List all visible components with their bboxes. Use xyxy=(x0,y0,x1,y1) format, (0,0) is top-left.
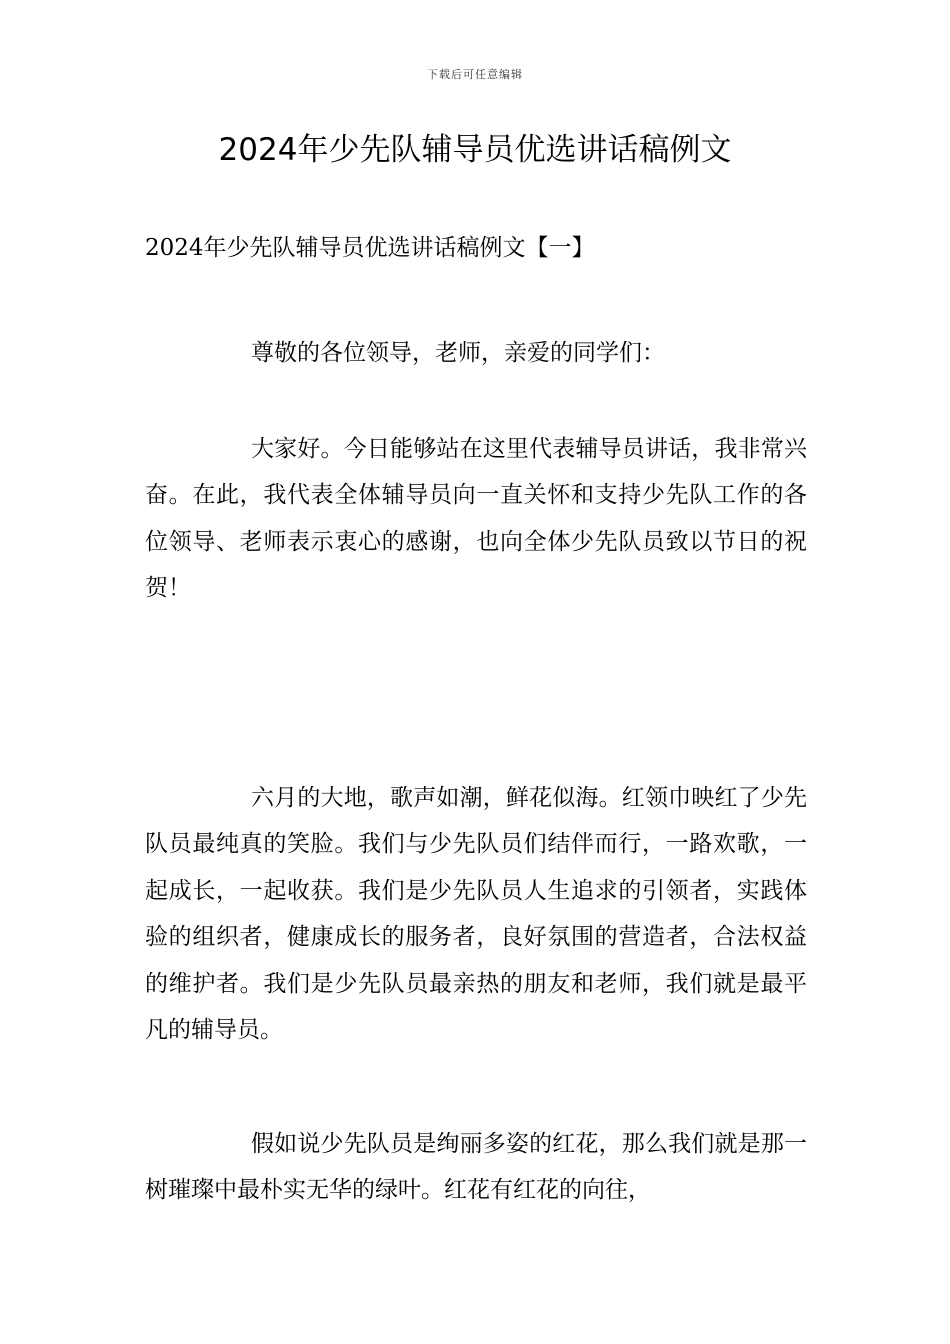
section-title: 2024年少先队辅导员优选讲话稿例文【一】 xyxy=(145,235,595,261)
body-paragraph-2: 六月的大地，歌声如潮，鲜花似海。红领巾映红了少先队员最纯真的笑脸。我们与少先队员们结伴而行，一路欢歌，一起成长，一起收获。我们是少先队员人生追求的引领者，实践体验的组织者，健康成长的服务者，良好氛围的营造者，合法权益的维护者。我们是少先队员最亲热的朋友和老师，我们就是最平凡的辅导员。 xyxy=(145,785,807,1044)
header-note: 下载后可任意编辑 xyxy=(427,68,523,81)
greeting-paragraph: 尊敬的各位领导，老师，亲爱的同学们： xyxy=(251,340,665,366)
body-paragraph-3: 假如说少先队员是绚丽多姿的红花，那么我们就是那一树璀璨中最朴实无华的绿叶。红花有红花的向往， xyxy=(145,1131,807,1204)
body-paragraph-1: 大家好。今日能够站在这里代表辅导员讲话，我非常兴奋。在此，我代表全体辅导员向一直关怀和支持少先队工作的各位领导、老师表示衷心的感谢，也向全体少先队员致以节日的祝贺！ xyxy=(145,436,807,602)
document-title: 2024年少先队辅导员优选讲话稿例文 xyxy=(218,132,732,168)
